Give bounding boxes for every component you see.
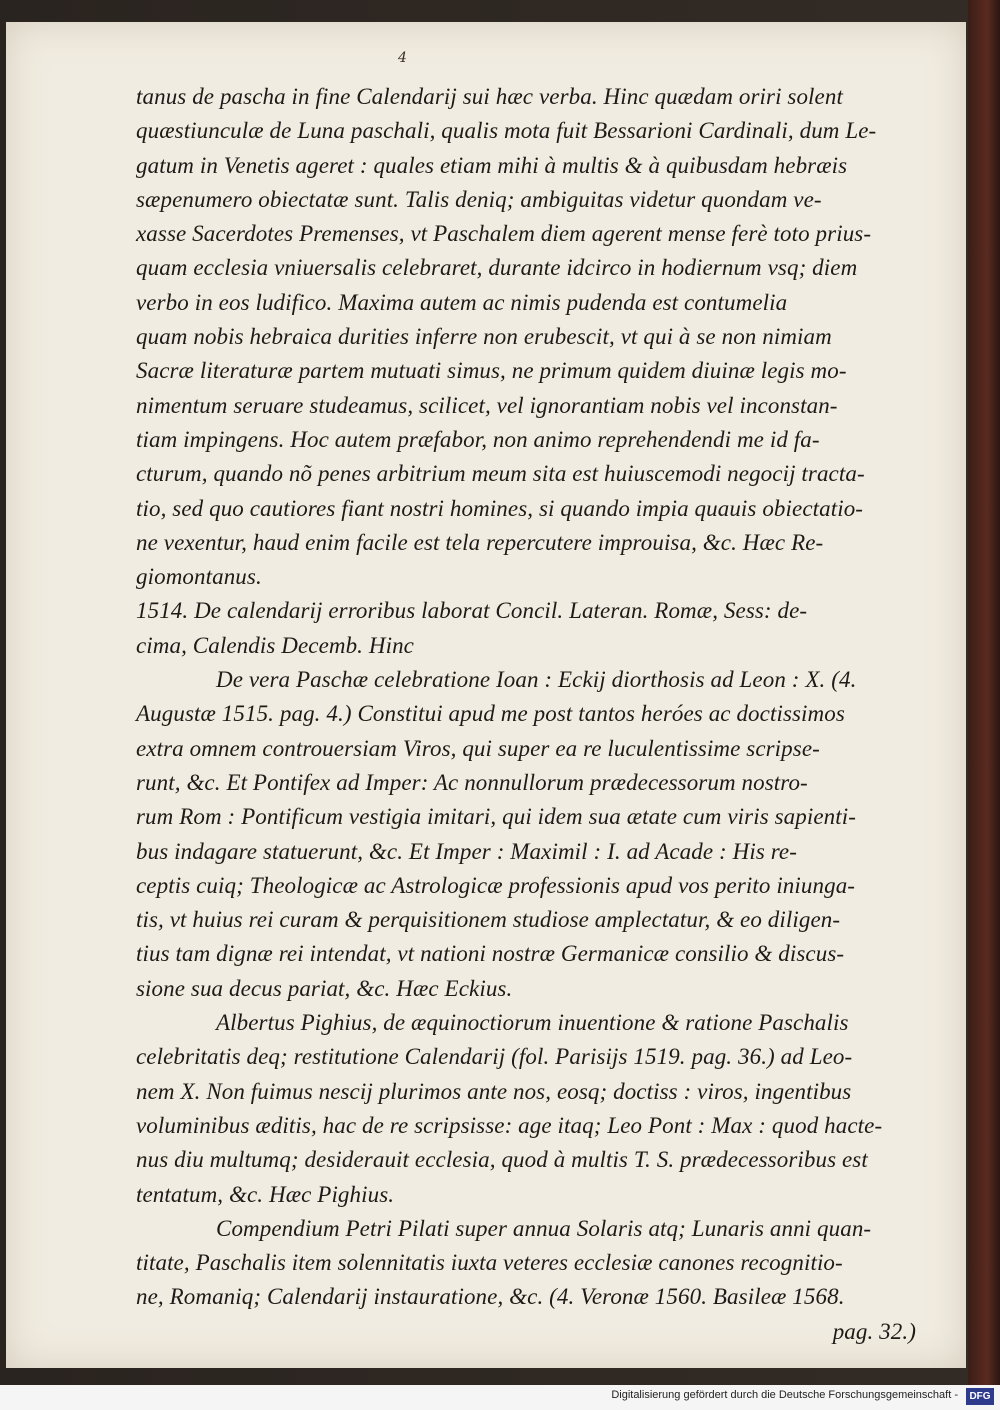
footer-credit: Digitalisierung gefördert durch die Deutsche Forschungsgemeinschaft - <box>611 1389 958 1401</box>
dfg-logo: DFG <box>966 1388 994 1405</box>
text-line: quam ecclesia vniuersalis celebraret, durante idcirco in hodiernum vsq; diem <box>136 255 858 281</box>
text-line: verbo in eos ludifico. Maxima autem ac nimis pudenda est contumelia <box>136 289 788 315</box>
text-line: sæpenumero obiectatæ sunt. Talis deniq; ambiguitas videtur quondam ve- <box>136 186 822 212</box>
folio-mark: 4 <box>398 50 407 66</box>
text-line: ceptis cuiq; Theologicæ ac Astrologicæ professionis apud vos perito iniunga- <box>136 872 856 898</box>
text-line: De vera Paschæ celebratione Ioan : Eckij diorthosis ad Leon : X. (4. <box>216 667 857 693</box>
text-line: quam nobis hebraica durities inferre non erubescit, vt qui à se non nimiam <box>136 324 832 350</box>
text-line: runt, &c. Et Pontifex ad Imper: Ac nonnullorum prædecessorum nostro- <box>136 769 808 795</box>
text-line: nus diu multumq; desiderauit ecclesia, quod à multis T. S. prædecessoribus est <box>136 1147 868 1173</box>
text-line: cturum, quando nõ penes arbitrium meum sita est huiuscemodi negocij tracta- <box>136 461 865 487</box>
catchword-line: pag. 32.) <box>832 1318 916 1344</box>
text-line: quæstiunculæ de Luna paschali, qualis mota fuit Bessarioni Cardinali, dum Le- <box>136 118 877 144</box>
text-line: Augustæ 1515. pag. 4.) Constitui apud me post tantos heróes ac doctissimos <box>136 701 845 727</box>
text-line: tiam impingens. Hoc autem præfabor, non animo reprehendendi me id fa- <box>136 426 820 452</box>
book-edge <box>968 0 1000 1385</box>
text-line: nimentum seruare studeamus, scilicet, vel ignorantiam nobis vel inconstan- <box>136 392 838 418</box>
text-line: nem X. Non fuimus nescij plurimos ante nos, eosq; doctiss : viros, ingentibus <box>136 1078 852 1104</box>
text-line: Compendium Petri Pilati super annua Solaris atq; Lunaris anni quan- <box>216 1215 872 1241</box>
text-line: rum Rom : Pontificum vestigia imitari, qui idem sua ætate cum viris sapienti- <box>136 804 856 830</box>
text-line: gatum in Venetis ageret : quales etiam mihi à multis & à quibusdam hebræis <box>136 152 848 178</box>
text-line: Albertus Pighius, de æquinoctiorum inuentione & ratione Paschalis <box>216 1010 849 1036</box>
text-line: bus indagare statuerunt, &c. Et Imper : Maximil : I. ad Acade : His re- <box>136 838 797 864</box>
text-line: giomontanus. <box>136 564 262 590</box>
text-line: tis, vt huius rei curam & perquisitionem studiose amplectatur, & eo diligen- <box>136 907 841 933</box>
text-line: tio, sed quo cautiores fiant nostri homines, si quando impia quauis obiectatio- <box>136 495 864 521</box>
text-line: tentatum, &c. Hæc Pighius. <box>136 1181 395 1207</box>
text-line: 1514. De calendarij erroribus laborat Concil. Lateran. Romæ, Sess: de- <box>136 598 808 624</box>
text-body <box>136 80 956 1349</box>
text-line: cima, Calendis Decemb. Hinc <box>136 632 414 658</box>
text-line: tanus de pascha in fine Calendarij sui hæc verba. Hinc quædam oriri solent <box>136 84 843 109</box>
text-line: celebritatis deq; restitutione Calendarij (fol. Parisijs 1519. pag. 36.) ad Leo- <box>136 1044 853 1070</box>
text-line: extra omnem controuersiam Viros, qui super ea re luculentissime scripse- <box>136 735 820 761</box>
text-line: ne, Romaniq; Calendarij instauratione, &c. (4. Veronæ 1560. Basileæ 1568. <box>136 1284 845 1310</box>
text-line: Sacræ literaturæ partem mutuati simus, ne primum quidem diuinæ legis mo- <box>136 358 847 384</box>
document-page <box>6 22 966 1368</box>
text-line: voluminibus æditis, hac de re scripsisse: age itaq; Leo Pont : Max : quod hacte- <box>136 1112 883 1138</box>
text-line: tius tam dignæ rei intendat, vt nationi nostræ Germanicæ consilio & discus- <box>136 941 845 967</box>
text-line: ne vexentur, haud enim facile est tela repercutere improuisa, &c. Hæc Re- <box>136 529 824 555</box>
footer-bar <box>0 1385 1000 1410</box>
text-line: xasse Sacerdotes Premenses, vt Paschalem diem agerent mense ferè toto prius- <box>136 221 872 247</box>
text-line: titate, Paschalis item solennitatis iuxta veteres ecclesiæ canones recognitio- <box>136 1250 843 1276</box>
text-line: sione sua decus pariat, &c. Hæc Eckius. <box>136 975 513 1001</box>
